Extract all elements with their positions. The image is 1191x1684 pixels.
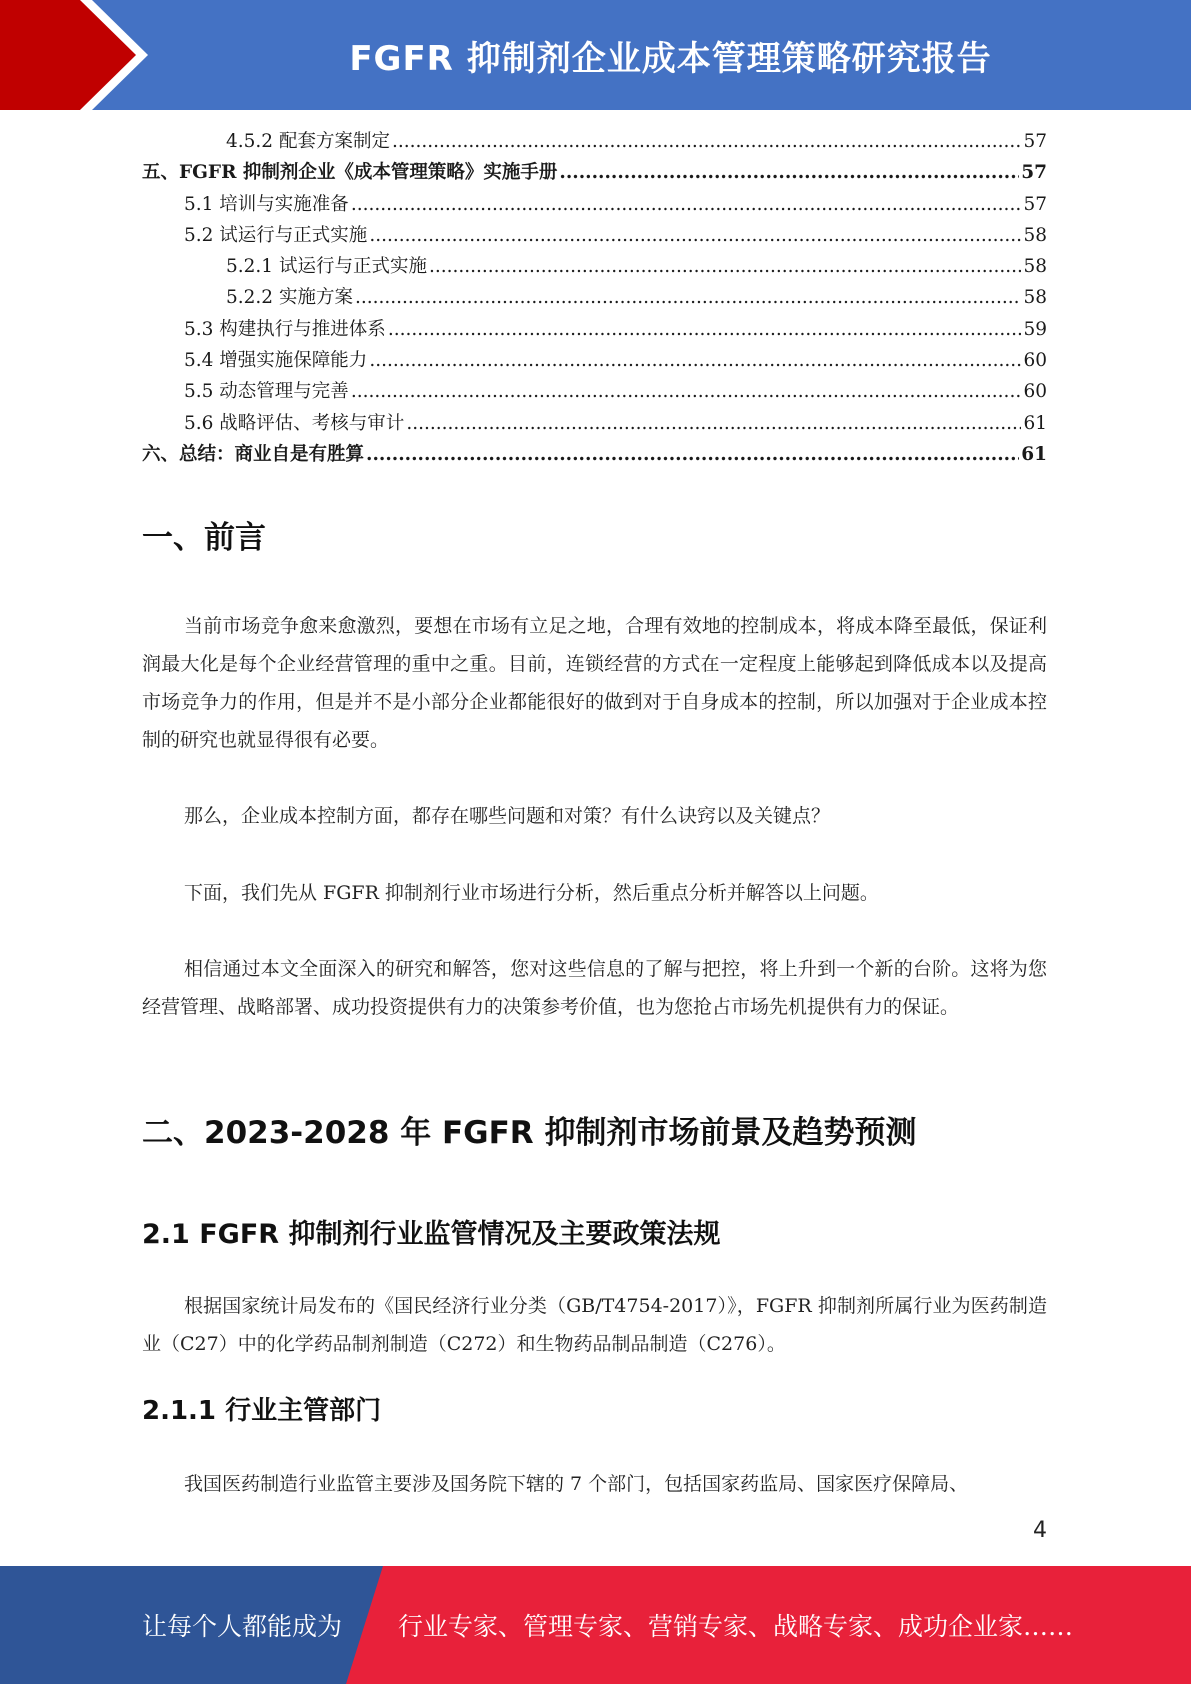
toc-entry-title: 5.1 培训与实施准备 <box>184 193 349 215</box>
toc-entry-page: 60 <box>1023 350 1047 372</box>
paragraph: 相信通过本文全面深入的研究和解答，您对这些信息的了解与把控，将上升到一个新的台阶。这将为您经营管理、战略部署、成功投资提供有力的决策参考价值，也为您抢占市场先机提供有力的保证。 <box>142 958 1047 1018</box>
toc-entry-title: 5.2 试运行与正式实施 <box>184 224 368 246</box>
toc-entry[interactable] <box>142 439 1047 470</box>
toc-entry-title: 5.6 战略评估、考核与审计 <box>184 412 405 434</box>
report-title: FGFR 抑制剂企业成本管理策略研究报告 <box>349 38 992 79</box>
toc-entry-page: 59 <box>1023 318 1047 340</box>
table-of-contents <box>142 126 1047 470</box>
toc-entry[interactable] <box>142 376 1047 407</box>
toc-leader-dots <box>392 126 1021 157</box>
toc-entry[interactable] <box>142 189 1047 220</box>
toc-leader-dots <box>388 314 1022 345</box>
chevron-arrow-icon <box>0 0 160 110</box>
toc-entry[interactable] <box>142 126 1047 157</box>
toc-entry-title: 5.3 构建执行与推进体系 <box>184 318 386 340</box>
toc-entry-title: 4.5.2 配套方案制定 <box>226 131 390 152</box>
toc-leader-dots <box>366 439 1019 470</box>
toc-entry-page: 58 <box>1023 287 1047 309</box>
toc-entry-page: 57 <box>1021 162 1047 184</box>
footer-banner <box>0 1566 1191 1684</box>
toc-entry[interactable] <box>142 408 1047 439</box>
toc-entry-page: 57 <box>1023 193 1047 215</box>
section-heading-preface: 一、前言 <box>142 520 266 556</box>
toc-entry-title: 5.4 增强实施保障能力 <box>184 350 368 372</box>
paragraph: 我国医药制造行业监管主要涉及国务院下辖的 7 个部门，包括国家药监局、国家医疗保障局、 <box>184 1473 969 1495</box>
toc-entry-page: 58 <box>1023 256 1047 278</box>
subsection-heading-regulation: 2.1 FGFR 抑制剂行业监管情况及主要政策法规 <box>142 1219 721 1250</box>
toc-entry[interactable] <box>142 314 1047 345</box>
page-number: 4 <box>1033 1518 1047 1543</box>
toc-entry-title: 5.2.2 实施方案 <box>226 287 353 309</box>
toc-leader-dots <box>355 282 1022 313</box>
subsection-heading-authorities: 2.1.1 行业主管部门 <box>142 1396 382 1426</box>
section-heading-market-outlook: 二、2023-2028 年 FGFR 抑制剂市场前景及趋势预测 <box>142 1115 917 1151</box>
toc-entry-title: 六、总结：商业自是有胜算 <box>142 443 365 465</box>
toc-entry[interactable] <box>142 282 1047 313</box>
paragraph: 那么，企业成本控制方面，都存在哪些问题和对策？有什么诀窍以及关键点？ <box>184 805 831 827</box>
toc-entry-page: 57 <box>1023 131 1047 152</box>
toc-entry-title: 5.2.1 试运行与正式实施 <box>226 256 427 278</box>
toc-entry-page: 60 <box>1023 381 1047 403</box>
toc-entry-page: 58 <box>1023 224 1047 246</box>
footer-slogan-left: 让每个人都能成为 <box>142 1612 343 1641</box>
footer-slogan-right: 行业专家、管理专家、营销专家、战略专家、成功企业家…… <box>398 1612 1074 1641</box>
toc-leader-dots <box>369 345 1021 376</box>
toc-entry[interactable] <box>142 345 1047 376</box>
toc-leader-dots <box>351 376 1022 407</box>
toc-leader-dots <box>406 408 1021 439</box>
toc-entry-page: 61 <box>1021 443 1047 465</box>
paragraph: 根据国家统计局发布的《国民经济行业分类（GB/T4754-2017）》，FGFR 抑制剂所属行业为医药制造业（C27）中的化学药品制剂制造（C272）和生物药品制品制造（C276）。 <box>142 1295 1047 1355</box>
toc-entry-page: 61 <box>1023 412 1047 434</box>
paragraph: 当前市场竞争愈来愈激烈，要想在市场有立足之地，合理有效地的控制成本，将成本降至最低，保证利润最大化是每个企业经营管理的重中之重。目前，连锁经营的方式在一定程度上能够起到降低成本以及提高市场竞争力的作用，但是并不是小部分企业都能很好的做到对于自身成本的控制，所以加强对于企业成本控制的研究也就显得很有必要。 <box>142 615 1047 751</box>
toc-entry[interactable] <box>142 251 1047 282</box>
toc-entry[interactable] <box>142 157 1047 188</box>
toc-leader-dots <box>429 251 1021 282</box>
paragraph: 下面，我们先从 FGFR 抑制剂行业市场进行分析，然后重点分析并解答以上问题。 <box>184 882 879 904</box>
header-banner <box>0 0 1191 110</box>
toc-entry[interactable] <box>142 220 1047 251</box>
toc-leader-dots <box>351 189 1022 220</box>
toc-leader-dots <box>369 220 1021 251</box>
toc-entry-title: 5.5 动态管理与完善 <box>184 381 349 403</box>
toc-leader-dots <box>559 157 1019 188</box>
toc-entry-title: 五、FGFR 抑制剂企业《成本管理策略》实施手册 <box>142 162 558 184</box>
